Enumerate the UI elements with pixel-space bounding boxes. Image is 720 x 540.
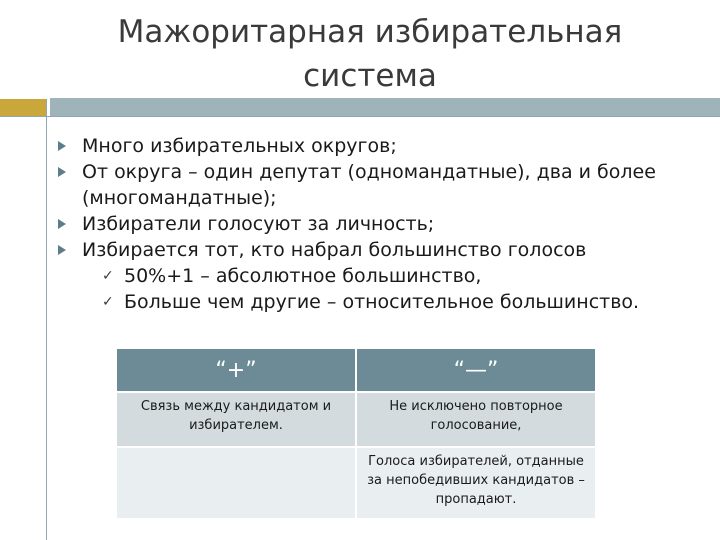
pros-header: “+” (117, 349, 356, 392)
bullet-item (58, 159, 713, 211)
bullet-text: Много избирательных округов; (82, 135, 397, 157)
checkmark-icon: ✓ (102, 268, 114, 284)
arrow-bullet-icon (58, 167, 66, 177)
bullet-text: Избирается тот, кто набрал большинство голосов (82, 239, 587, 261)
table-row (117, 392, 595, 447)
bullet-item (58, 237, 713, 315)
arrow-bullet-icon (58, 219, 66, 229)
arrow-bullet-icon (58, 245, 66, 255)
pros-cons-table (117, 349, 595, 518)
bullet-item (58, 211, 713, 237)
table-header-row (117, 349, 595, 392)
title-accent-bar (50, 98, 720, 116)
title-line-1: Мажоритарная избирательная (117, 14, 623, 50)
sub-bullet-list (82, 263, 713, 315)
bullet-item (58, 133, 713, 159)
table-row (117, 447, 595, 518)
sub-bullet-item (82, 263, 713, 289)
arrow-bullet-icon (58, 141, 66, 151)
horizontal-divider (0, 116, 720, 117)
table-cell-con: Не исключено повторное голосование, (356, 392, 595, 447)
sub-bullet-text: 50%+1 – абсолютное большинство, (124, 265, 482, 287)
table-cell-pro: Связь между кандидатом и избирателем. (117, 392, 356, 447)
bullet-text: От округа – один депутат (одномандатные), два и более (многомандатные); (82, 161, 656, 209)
bullet-list (58, 133, 713, 315)
slide-title (100, 10, 640, 98)
title-line-2: система (303, 58, 437, 94)
cons-header: “—” (356, 349, 595, 392)
table-cell-pro (117, 447, 356, 518)
title-accent-block (0, 99, 46, 116)
table-cell-con: Голоса избирателей, отданные за непобедивших кандидатов – пропадают. (356, 447, 595, 518)
vertical-divider (46, 99, 47, 540)
checkmark-icon: ✓ (102, 294, 114, 310)
sub-bullet-item (82, 289, 713, 315)
sub-bullet-text: Больше чем другие – относительное большинство. (124, 291, 640, 313)
bullet-text: Избиратели голосуют за личность; (82, 213, 435, 235)
